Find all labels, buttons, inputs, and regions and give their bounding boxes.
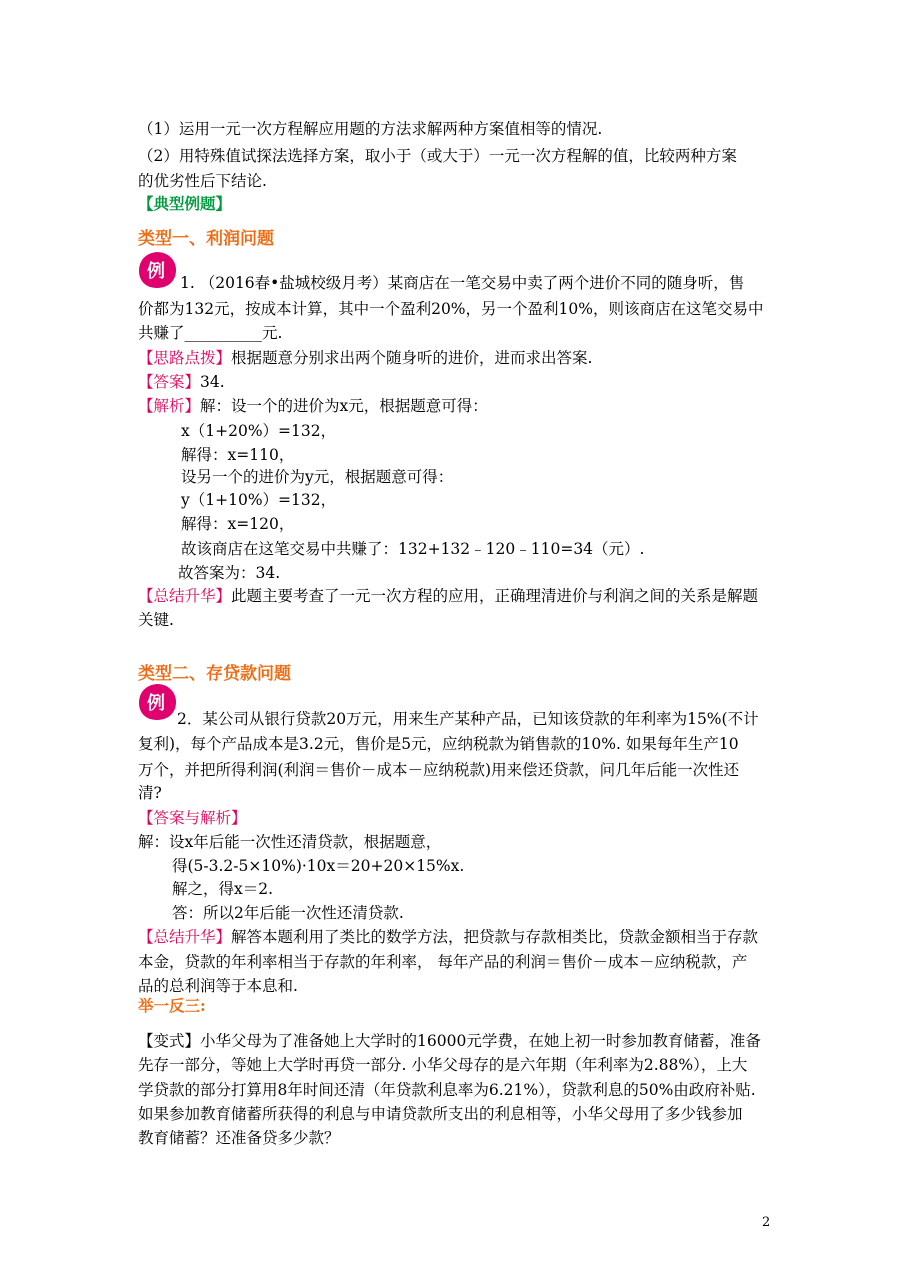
type2-summary-line-3: 品的总利润等于本息和. bbox=[138, 977, 298, 995]
analysis-step-4: y（1+10%）=132， bbox=[181, 491, 337, 509]
type1-hint bbox=[138, 347, 592, 369]
type1-summary-line-1 bbox=[138, 585, 758, 607]
summary-text: 此题主要考查了一元一次方程的应用，正确理清进价与利润之间的关系是解题 bbox=[231, 587, 759, 605]
answer-text: 34. bbox=[200, 373, 225, 391]
type2-heading: 类型二、存贷款问题 bbox=[138, 664, 291, 684]
hint-label: 【思路点拨】 bbox=[138, 349, 232, 367]
badge-label: 例 bbox=[147, 261, 165, 282]
type2-solution-line-3: 解之，得x＝2. bbox=[172, 880, 274, 898]
variant-line-3: 学贷款的部分打算用8年时间还清（年贷款利息率为6.21%），贷款利息的50%由政府补贴. bbox=[138, 1081, 756, 1099]
type2-solution-line-2: 得(5-3.2-5×10%)·10x＝20+20×15%x. bbox=[172, 857, 465, 875]
summary-text: 解答本题利用了类比的数学方法，把贷款与存款相类比，贷款金额相当于存款 bbox=[231, 928, 759, 946]
type1-summary-line-2: 关键. bbox=[138, 611, 174, 629]
method-line-2: （2）用特殊值试探法选择方案，取小于（或大于）一元一次方程解的值，比较两种方案 bbox=[138, 147, 737, 165]
section-title: 【典型例题】 bbox=[138, 194, 232, 213]
analysis-text: 解：设一个的进价为x元，根据题意可得： bbox=[200, 397, 488, 415]
type2-summary-line-2: 本金，贷款的年利率相当于存款的年利率， 每年产品的利润＝售价－成本－应纳税款，产 bbox=[138, 953, 748, 971]
type2-answer-label: 【答案与解析】 bbox=[138, 809, 247, 827]
analysis-step-7: 故答案为：34. bbox=[178, 564, 281, 582]
analysis-step-2: 解得：x=110， bbox=[181, 446, 295, 464]
summary-label: 【总结升华】 bbox=[138, 587, 232, 605]
variant-line-2: 先存一部分，等她上大学时再贷一部分. 小华父母存的是六年期（年利率为2.88%），上大 bbox=[138, 1056, 748, 1074]
analysis-label: 【解析】 bbox=[138, 397, 201, 415]
hint-text: 根据题意分别求出两个随身听的进价，进而求出答案. bbox=[231, 349, 593, 367]
type2-question-line-1: 2．某公司从银行贷款20万元，用来生产某种产品，已知该贷款的年利率为15%(不计 bbox=[177, 710, 759, 728]
badge-label: 例 bbox=[147, 693, 165, 714]
answer-label: 【答案】 bbox=[138, 373, 201, 391]
type1-question-line-1: 1. （2016春•盐城校级月考）某商店在一笔交易中卖了两个进价不同的随身听，售 bbox=[180, 274, 745, 292]
type2-question-line-2: 复利)，每个产品成本是3.2元，售价是5元，应纳税款为销售款的10%. 如果每年生产10 bbox=[138, 735, 739, 753]
variant-line-1 bbox=[138, 1030, 761, 1052]
type1-question-line-3: 共赚了__________元. bbox=[138, 324, 283, 342]
method-line-1: （1）运用一元一次方程解应用题的方法求解两种方案值相等的情况. bbox=[138, 120, 603, 138]
method-line-3: 的优劣性后下结论. bbox=[138, 172, 267, 190]
type1-question-line-2: 价都为132元，按成本计算，其中一个盈利20%，另一个盈利10%，则该商店在这笔交易中 bbox=[138, 300, 764, 318]
page-number: 2 bbox=[762, 1215, 771, 1230]
type1-answer bbox=[138, 371, 225, 393]
summary-label: 【总结升华】 bbox=[138, 928, 232, 946]
example-badge-icon bbox=[137, 682, 177, 722]
type2-solution-line-1: 解：设x年后能一次性还清贷款，根据题意， bbox=[138, 833, 442, 851]
type2-question-line-3: 万个，并把所得利润(利润＝售价－成本－应纳税款)用来偿还贷款，问几年后能一次性还 bbox=[138, 761, 740, 779]
analysis-step-6: 故该商店在这笔交易中共赚了：132+132﹣120﹣110=34（元）. bbox=[181, 540, 645, 558]
analysis-step-5: 解得：x=120， bbox=[181, 515, 295, 533]
analysis-step-1: x（1+20%）=132， bbox=[181, 422, 337, 440]
practice-heading: 举一反三: bbox=[138, 996, 206, 1015]
variant-label: 【变式】 bbox=[138, 1032, 201, 1050]
type1-heading: 类型一、利润问题 bbox=[138, 229, 274, 249]
type1-analysis bbox=[138, 395, 488, 417]
type2-summary-line-1 bbox=[138, 926, 758, 948]
variant-text: 小华父母为了准备她上大学时的16000元学费，在她上初一时参加教育储蓄，准备 bbox=[200, 1032, 761, 1050]
variant-line-5: 教育储蓄？还准备贷多少款？ bbox=[138, 1129, 340, 1147]
variant-line-4: 如果参加教育储蓄所获得的利息与申请贷款所支出的利息相等，小华父母用了多少钱参加 bbox=[138, 1105, 743, 1123]
type2-question-line-4: 清? bbox=[138, 784, 162, 802]
analysis-step-3: 设另一个的进价为y元，根据题意可得： bbox=[181, 468, 454, 486]
example-badge-icon bbox=[137, 250, 177, 290]
type2-solution-line-4: 答：所以2年后能一次性还清贷款. bbox=[172, 904, 404, 922]
